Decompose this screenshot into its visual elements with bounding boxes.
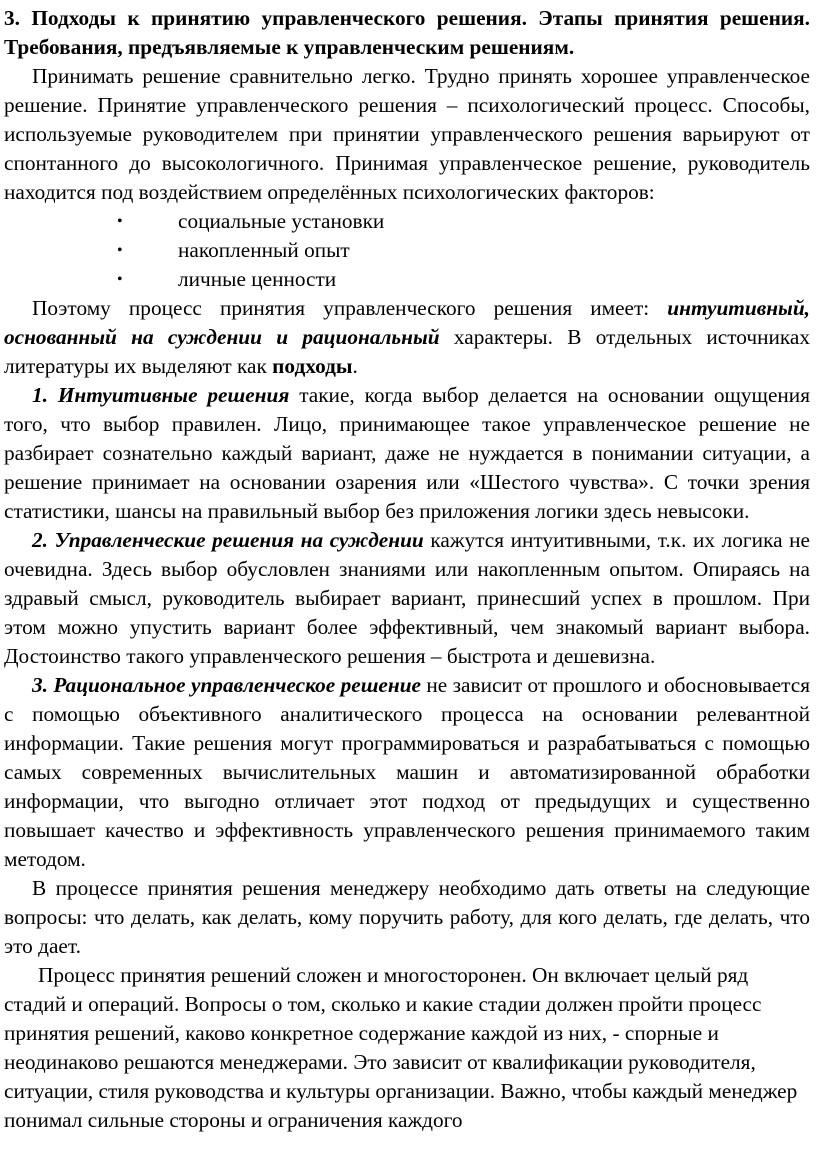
bullet-icon: • xyxy=(117,213,123,230)
approach-rational-term: 3. Рациональное управленческое решение xyxy=(32,673,422,697)
questions-paragraph: В процессе принятия решения менеджеру необходимо дать ответы на следующие вопросы: что делать, как делать, кому поручить работу, для кого делать, где делать, что это дает. xyxy=(4,876,810,958)
approach-intuitive-term: 1. Интуитивные решения xyxy=(32,383,290,407)
section-heading: 3. Подходы к принятию управленческого решения. Этапы принятия решения. Требования, предъявляемые к управленческим решениям. xyxy=(4,6,810,59)
list-item-text: накопленный опыт xyxy=(178,238,350,262)
bullet-icon: • xyxy=(117,271,123,288)
approach-rational-paragraph xyxy=(4,671,810,874)
process-end: . xyxy=(352,354,358,378)
list-item xyxy=(4,236,810,265)
approach-judgment-paragraph xyxy=(4,526,810,671)
approach-judgment-term: 2. Управленческие решения на суждении xyxy=(32,528,424,552)
list-item-text: социальные установки xyxy=(178,209,385,233)
process-lead: Поэтому процесс принятия управленческого решения имеет: xyxy=(32,296,668,320)
bullet-icon: • xyxy=(117,242,123,259)
approach-intuitive-paragraph xyxy=(4,381,810,526)
list-item-text: личные ценности xyxy=(178,267,337,291)
intro-paragraph: Принимать решение сравнительно легко. Трудно принять хорошее управленческое решение. Принятие управленческого решения – психологический процесс. Способы, используемые руководителем при принятии управленческого решения варьируют от спонтанного до высокологичного. Принимая управленческое решение, руководитель находится под воздействием определённых психологических факторов: xyxy=(4,64,810,204)
process-paragraph xyxy=(4,294,810,381)
factors-list xyxy=(4,207,810,294)
approach-intuitive-text: такие, когда выбор делается на основании ощущения того, что выбор правилен. Лицо, принимающее такое управленческое решение не разбирает сознательно каждый вариант, даже не нуждается в понимании ситуации, а решение принимает на основании озарения или «Шестого чувства». С точки зрения статистики, шансы на правильный выбор без приложения логики здесь невысоки. xyxy=(4,383,810,523)
process-mid: характеры. В отдельных источниках литературы их выделяют как xyxy=(4,325,810,378)
list-item xyxy=(4,265,810,294)
approach-judgment-text: кажутся интуитивными, т.к. их логика не очевидна. Здесь выбор обусловлен знаниями или накопленным опытом. Опираясь на здравый смысл, руководитель выбирает вариант, принесший успех в прошлом. При этом можно упустить вариант более эффективный, чем знакомый вариант выбора. Достоинство такого управленческого решения – быстрота и дешевизна. xyxy=(4,528,810,668)
stages-paragraph: Процесс принятия решений сложен и многосторонен. Он включает целый ряд стадий и операций. Вопросы о том, сколько и какие стадии должен пройти процесс принятия решений, каково конкретное содержание каждой из них, - спорные и неодинаково решаются менеджерами. Это зависит от квалификации руководителя, ситуации, стиля руководства и культуры организации. Важно, чтобы каждый менеджер понимал сильные стороны и ограничения каждого xyxy=(4,963,798,1132)
list-item xyxy=(4,207,810,236)
process-types: интуитивный, основанный на суждении и рациональный xyxy=(4,296,810,349)
approach-rational-text: не зависит от прошлого и обосновывается с помощью объективного аналитического процесса на основании релевантной информации. Такие решения могут программироваться и разрабатываться с помощью самых современных вычислительных машин и автоматизированной обработки информации, что выгодно отличает этот подход от предыдущих и существенно повышает качество и эффективность управленческого решения принимаемого таким методом. xyxy=(4,673,810,871)
process-approaches: подходы xyxy=(272,354,353,378)
